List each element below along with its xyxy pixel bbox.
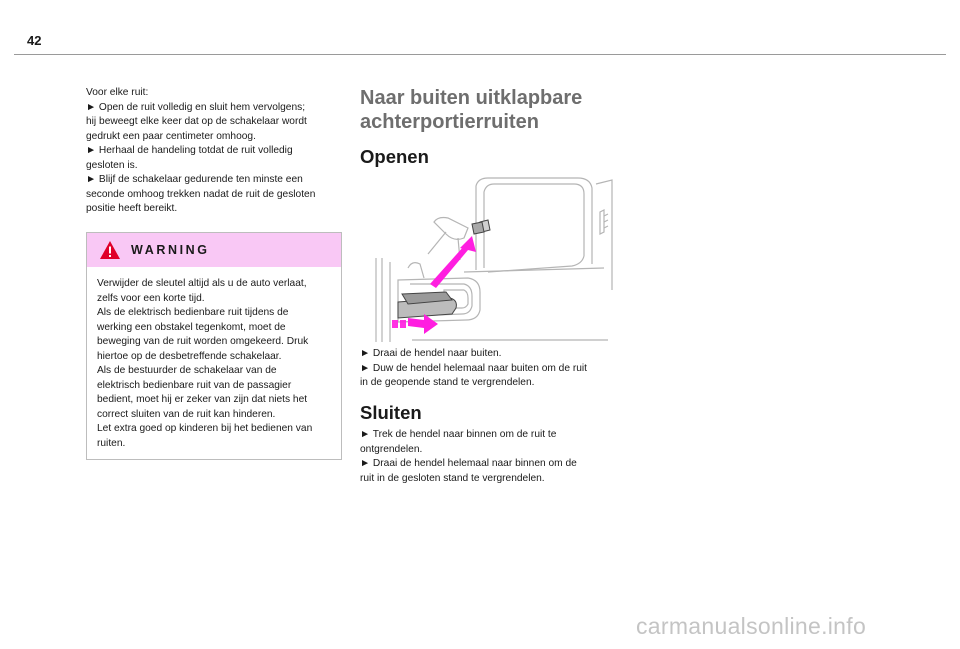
warning-line: beweging van de ruit worden omgekeerd. Druk — [97, 336, 309, 347]
intro-line: ► Open de ruit volledig en sluit hem vervolgens; — [86, 101, 306, 113]
section-title — [360, 86, 582, 134]
window-latch-illustration — [368, 172, 616, 344]
warning-line: Als de bestuurder de schakelaar van de — [97, 365, 277, 376]
intro-line: ► Herhaal de handeling totdat de ruit volledig — [86, 145, 293, 156]
intro-line: gedrukt een paar centimeter omhoog. — [86, 130, 256, 142]
intro-line: ► Blijf de schakelaar gedurende ten minste een — [86, 174, 303, 185]
warning-box — [86, 232, 342, 460]
page-number: 42 — [27, 33, 42, 48]
open-step-line: in de geopende stand te vergrendelen. — [360, 377, 535, 388]
warning-line: elektrisch bedienbare ruit van de passagier — [97, 379, 292, 391]
open-steps — [360, 347, 622, 391]
close-steps — [360, 428, 622, 486]
warning-line: Verwijder de sleutel altijd als u de auto verlaat, — [97, 278, 307, 289]
warning-line: zelfs voor een korte tijd. — [97, 292, 205, 304]
close-step-line: ruit in de gesloten stand te vergrendelen. — [360, 472, 545, 484]
warning-triangle-icon — [99, 240, 121, 260]
section-title-line: achterportierruiten — [360, 111, 539, 133]
warning-title: WARNING — [131, 243, 210, 257]
open-step-line: ► Draai de hendel naar buiten. — [360, 348, 502, 359]
close-step-line: ontgrendelen. — [360, 443, 423, 455]
intro-line: positie heeft bereikt. — [86, 203, 178, 214]
warning-body — [87, 267, 341, 451]
intro-line: Voor elke ruit: — [86, 87, 149, 98]
intro-section — [86, 86, 346, 217]
intro-line: hij beweegt elke keer dat op de schakelaar wordt — [86, 116, 307, 127]
warning-line: Let extra goed op kinderen bij het bedienen van — [97, 423, 313, 434]
warning-line: bedient, moet hij er zeker van zijn dat niets het — [97, 394, 308, 405]
warning-line: hiertoe op de desbetreffende schakelaar. — [97, 350, 282, 362]
close-heading: Sluiten — [360, 402, 422, 423]
close-step-line: ► Draai de hendel helemaal naar binnen om de — [360, 458, 577, 469]
watermark: carmanualsonline.info — [636, 613, 867, 639]
warning-line: Als de elektrisch bedienbare ruit tijdens de — [97, 307, 289, 318]
warning-line: ruiten. — [97, 437, 126, 449]
section-title-line: Naar buiten uitklapbare — [360, 87, 583, 109]
warning-line: werking een obstakel tegenkomt, moet de — [97, 321, 286, 333]
open-heading: Openen — [360, 146, 429, 167]
warning-line: correct sluiten van de ruit kan hinderen. — [97, 408, 276, 420]
intro-line: gesloten is. — [86, 159, 138, 171]
open-step-line: ► Duw de hendel helemaal naar buiten om de ruit — [360, 362, 587, 374]
header-rule — [14, 54, 946, 55]
intro-line: seconde omhoog trekken nadat de ruit de gesloten — [86, 188, 316, 200]
intro-text — [86, 86, 346, 217]
close-step-line: ► Trek de hendel naar binnen om de ruit te — [360, 429, 557, 440]
warning-header — [87, 233, 341, 267]
